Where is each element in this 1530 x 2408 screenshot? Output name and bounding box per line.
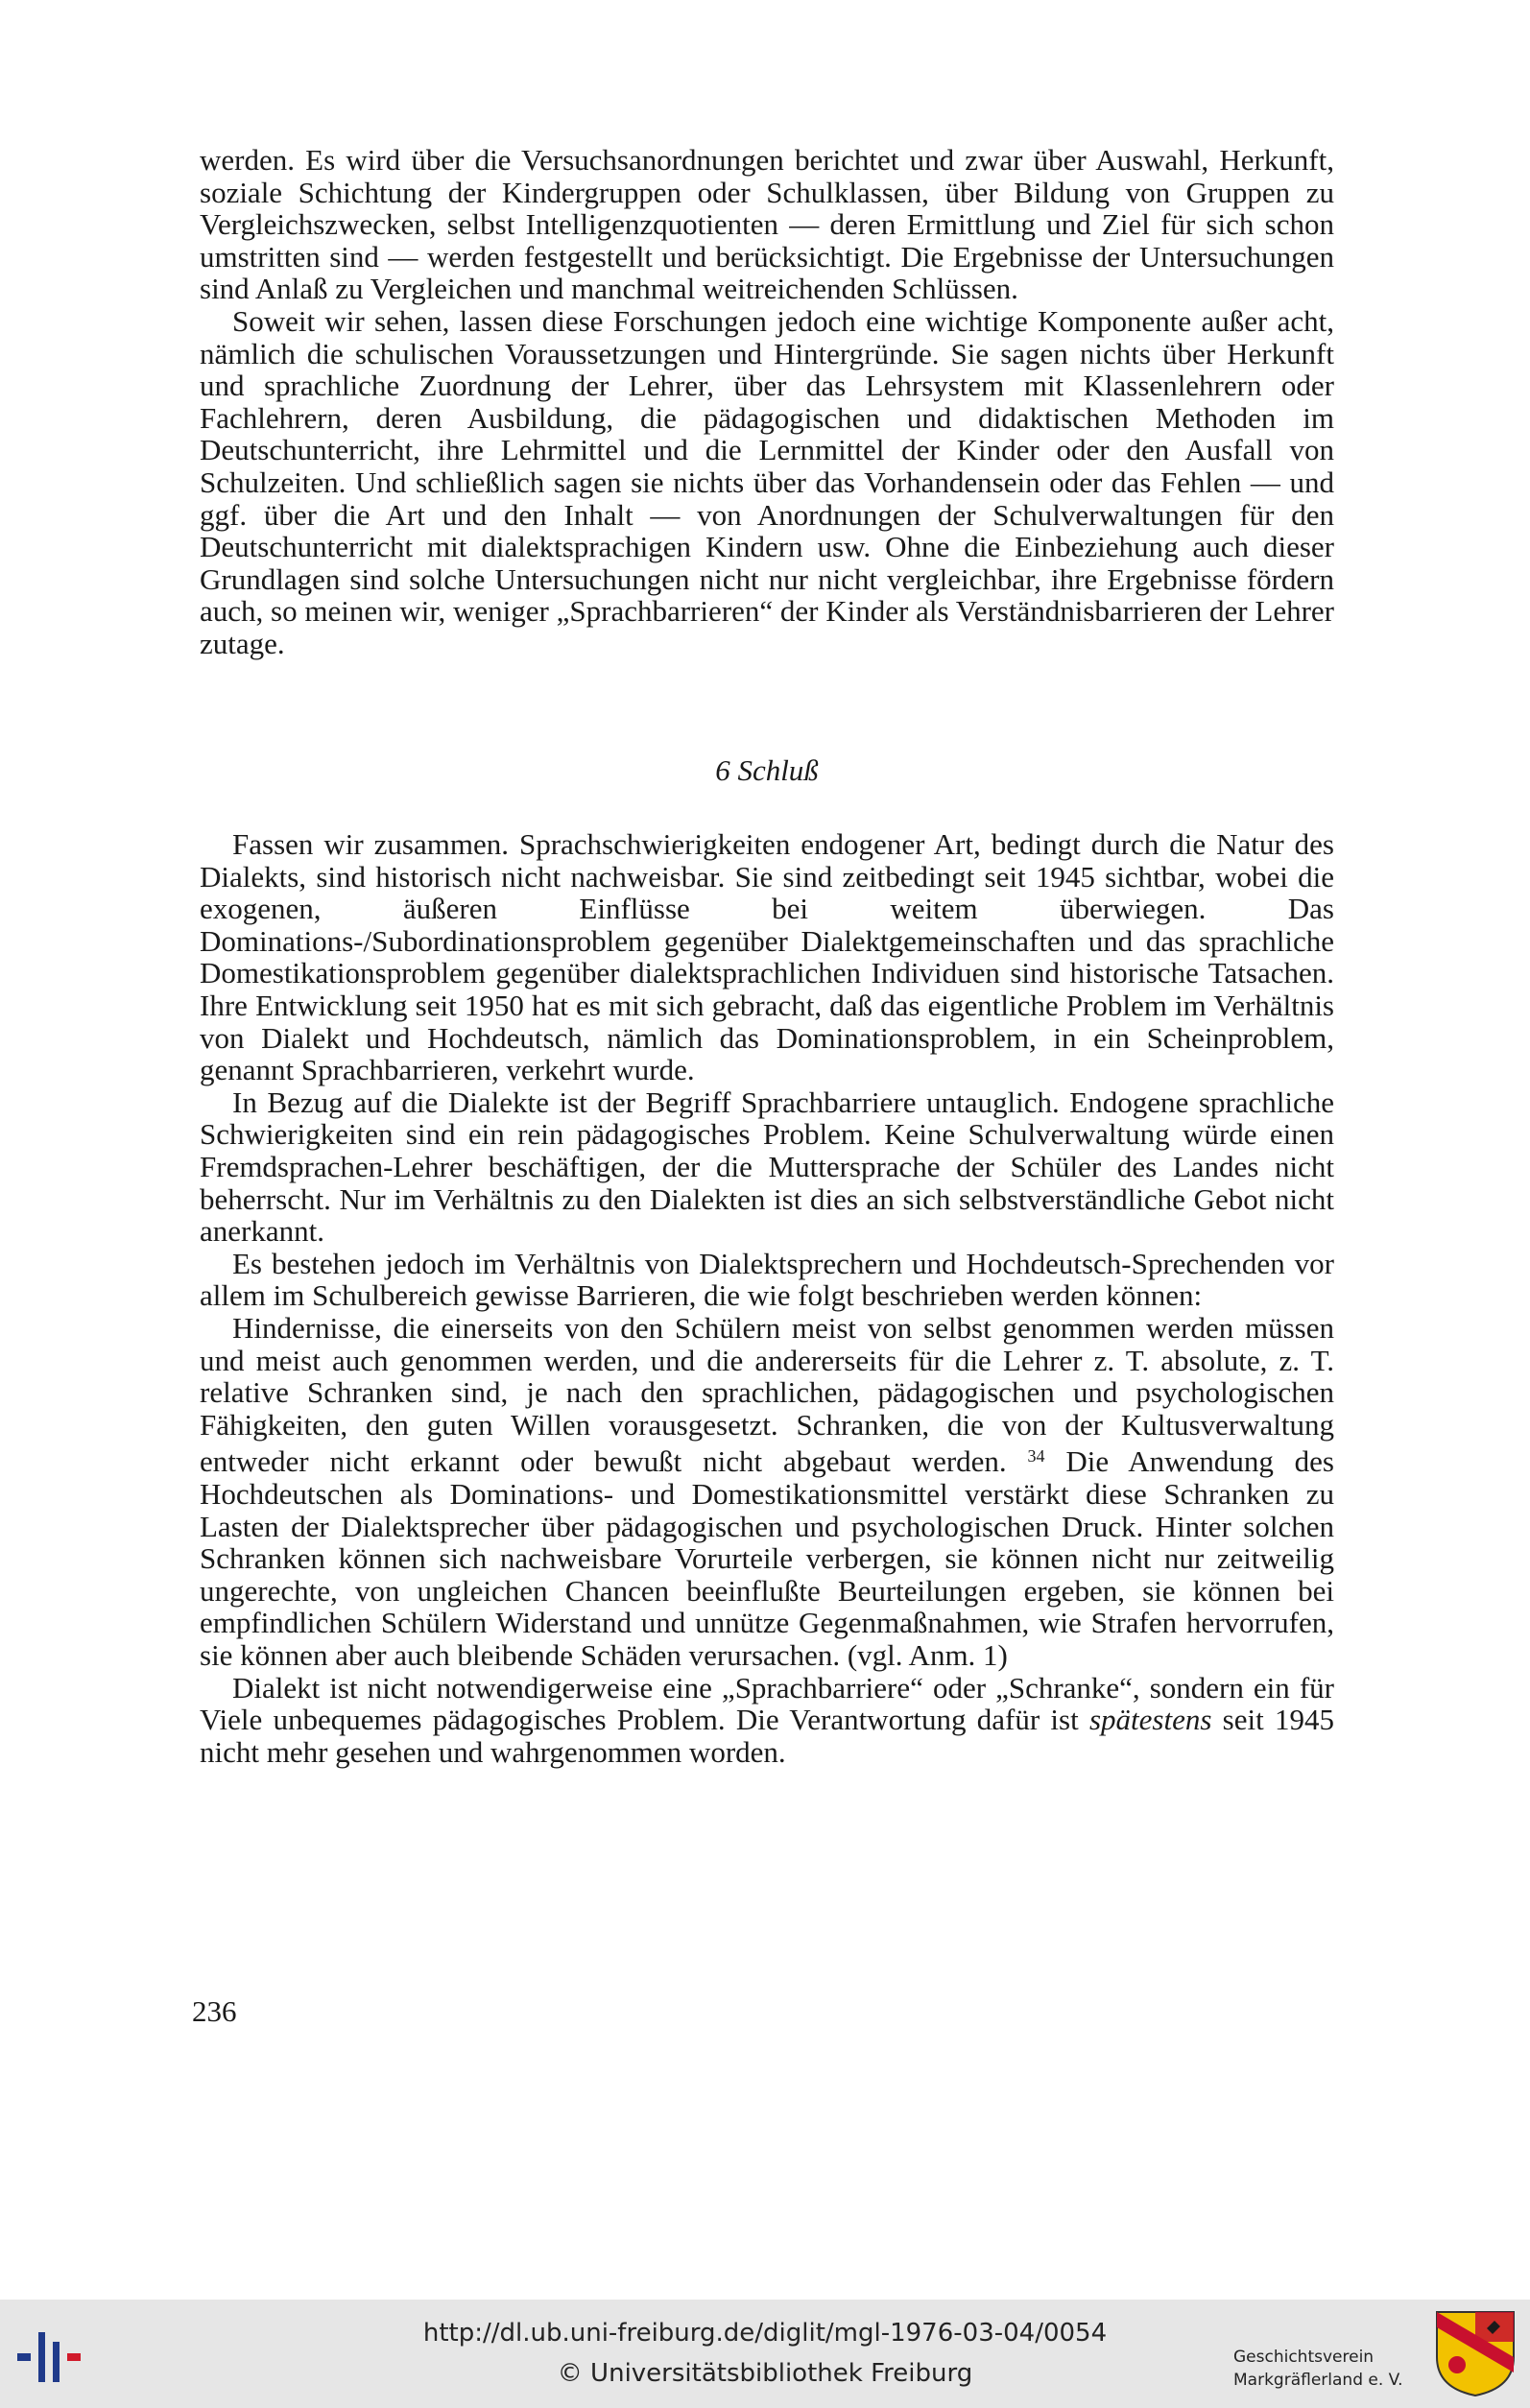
- source-url-link[interactable]: http://dl.ub.uni-freiburg.de/diglit/mgl-1976-03-04/0054: [422, 2319, 1108, 2348]
- society-line: Geschichtsverein: [1233, 2348, 1375, 2367]
- paragraph: [200, 1312, 1334, 1672]
- coat-of-arms-icon: [1434, 2309, 1517, 2397]
- paragraph: Fassen wir zusammen. Sprachschwierigkeiten endogener Art, bedingt durch die Natur des Dialekts, sind historisch nicht nachweisbar. Sie sind zeitbedingt seit 1945 sichtbar, wobei die exogenen, äußeren Einflüsse bei weitem überwiegen. Das Dominations-/Subordinationsproblem gegenüber Dialektgemeinschaften und das sprachliche Domestikationsproblem gegenüber dialektsprachlichen Individuen sind historische Tatsachen. Ihre Entwicklung seit 1950 hat es mit sich gebracht, daß das eigentliche Problem im Verhältnis von Dialekt und Hochdeutsch, nämlich das Dominationsproblem, in ein Scheinproblem, genannt Sprachbarrieren, verkehrt wurde.: [200, 827, 1334, 1087]
- paragraph-text: Hindernisse, die einerseits von den Schülern meist von selbst genommen werden müssen und meist auch genommen werden, und die andererseits für die Lehrer z. T. absolute, z. T. relative Schranken sind, je nach den sprachlichen, pädagogischen und psychologischen Fähigkeiten, den guten Willen vorausgesetzt. Schranken, die von der Kultusverwaltung entweder nicht erkannt oder bewußt nicht abgebaut werden.: [200, 1311, 1334, 1479]
- society-name: [1233, 2346, 1403, 2392]
- paragraph: In Bezug auf die Dialekte ist der Begriff Sprachbarriere untauglich. Endogene sprachliche Schwierigkeiten sind ein rein pädagogisches Problem. Keine Schulverwaltung würde einen Fremdsprachen-Lehrer beschäftigen, der die Muttersprache der Schüler des Landes nicht beherrscht. Nur im Verhältnis zu den Dialekten ist dies an sich selbstverständliche Gebot nicht anerkannt.: [200, 1085, 1334, 1249]
- paragraph-text: seit 1945 nicht mehr gesehen und wahrgenommen worden.: [200, 1703, 1334, 1769]
- paragraph-text: Die Anwendung des Hochdeutschen als Dominations- und Domestikationsmittel verstärkt diese Schranken zu Lasten der Dialektsprecher über pädagogischen und psychologischen Druck. Hinter solchen Schranken können sich nachweisbare Vorurteile verbergen, sie können nicht nur zeitweilig ungerechte, von ungleichen Chancen beeinflußte Beurteilungen ergeben, sie können bei empfindlichen Schülern Widerstand und unnütze Gegenmaßnahmen, wie Strafen hervorrufen, sie können aber auch bleibende Schäden verursachen. (vgl. Anm. 1): [200, 1444, 1335, 1672]
- paragraph-text: Dialekt ist nicht notwendigerweise eine „Sprachbarriere“ oder „Schranke“, sondern ein für Viele unbequemes pädagogisches Problem. Die Verantwortung dafür ist: [200, 1670, 1334, 1737]
- paragraph: [200, 1672, 1334, 1769]
- society-line: Markgräflerland e. V.: [1233, 2371, 1403, 2390]
- paragraph: werden. Es wird über die Versuchsanordnungen berichtet und zwar über Auswahl, Herkunft, soziale Schichtung der Kindergruppen oder Schulklassen, über Bildung von Gruppen zu Vergleichszwecken, selbst Intelligenzquotienten — deren Ermittlung und Ziel für sich schon umstritten sind — werden festgestellt und berücksichtigt. Die Ergebnisse der Untersuchungen sind Anlaß zu Vergleichen und manchmal weitreichenden Schlüssen.: [200, 143, 1334, 306]
- paragraph: Soweit wir sehen, lassen diese Forschungen jedoch eine wichtige Komponente außer acht, nämlich die schulischen Voraussetzungen und Hintergründe. Sie sagen nichts über Herkunft und sprachliche Zuordnung der Lehrer, über das Lehrsystem mit Klassenlehrern oder Fachlehrern, deren Ausbildung, die pädagogischen und didaktischen Methoden im Deutschunterricht, ihre Lehrmittel und die Lernmittel der Kinder oder den Ausfall von Schulzeiten. Und schließlich sagen sie nichts über das Vorhandensein oder das Fehlen — und ggf. über die Art und den Inhalt — von Anordnungen der Schulverwaltungen für den Deutschunterricht mit dialektsprachigen Kindern usw. Ohne die Einbeziehung auch dieser Grundlagen sind solche Untersuchungen nicht nur nicht vergleichbar, ihre Ergebnisse fördern auch, so meinen wir, weniger „Sprachbarrieren“ der Kinder als Verständnisbarrieren der Lehrer zutage.: [200, 303, 1334, 660]
- copyright-text: © Universitätsbibliothek Freiburg: [557, 2359, 973, 2388]
- paragraph: Es bestehen jedoch im Verhältnis von Dialektsprechern und Hochdeutsch-Sprechenden vor allem im Schulbereich gewisse Barrieren, die wie folgt beschrieben werden können:: [200, 1246, 1334, 1313]
- section-heading: 6 Schluß: [715, 752, 819, 787]
- page-body: [200, 144, 1334, 1768]
- page-number: 236: [192, 1994, 237, 2028]
- footnote-marker[interactable]: 34: [1027, 1446, 1045, 1466]
- footer-bar: [0, 2300, 1530, 2408]
- emphasis-text: spätestens: [1088, 1703, 1212, 1737]
